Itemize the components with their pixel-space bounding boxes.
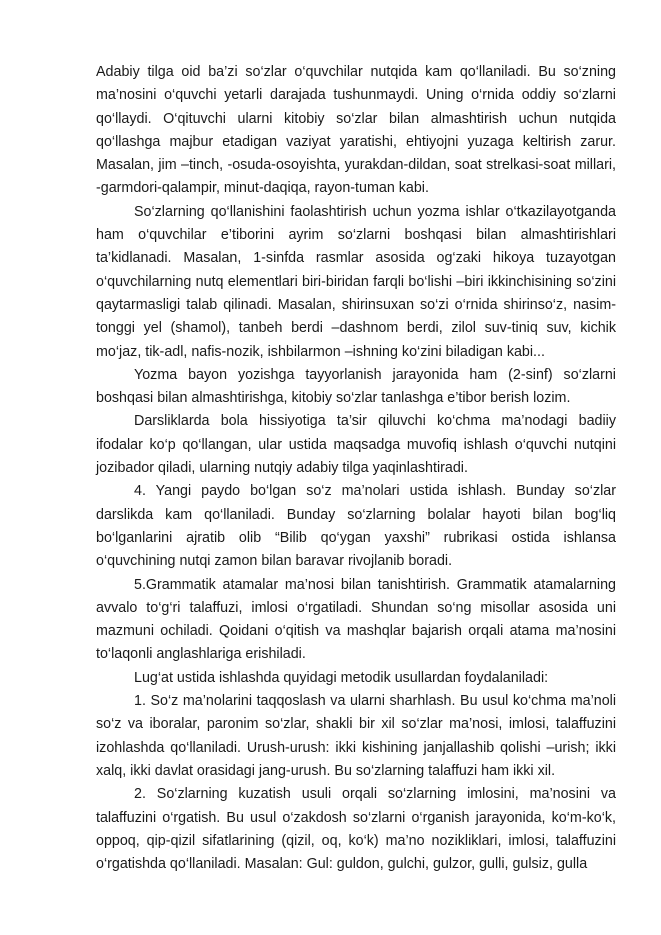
paragraph-written-retelling: Yozma bayon yozishga tayyorlanish jarayonida ham (2-sinf) so‘zlarni boshqasi bilan almashtirishga, kitobiy so‘zlar tanlashga e’tibor berish lozim. — [96, 366, 616, 407]
document-page — [96, 61, 616, 876]
paragraph-method-2: 2. So‘zlarning kuzatish usuli orqali so‘zlarning imlosini, ma’nosini va talaffuzini o‘rgatish. Bu usul o‘zakdosh so‘zlarni o‘rganish jarayonida, ko‘m-ko‘k, oppoq, qip-qizil sifatlarining (qizil, oq, ko‘k) ma’no nozikliklari, imlosi, talaffuzini o‘rgatishda qo‘llaniladi. Masalan: Gul: guldon, gulchi, gulzor, gulli, gulsiz, gulla — [96, 786, 616, 873]
paragraph-methods-intro: Lug‘at ustida ishlashda quyidagi metodik usullardan foydalaniladi: — [134, 669, 549, 686]
paragraph-item-4: 4. Yangi paydo bo‘lgan so‘z ma’nolari ustida ishlash. Bunday so‘zlar darslikda kam qo‘llaniladi. Bunday so‘zlarning bolalar hayoti bilan bog‘liq bo‘lganlarini ajratib olib “Bilib qo‘ygan yaxshi” rubrikasi ostida ishlansa o‘quvchining nutqi zamon bilan baravar rivojlanib boradi. — [96, 483, 616, 570]
paragraph-item-5: 5.Grammatik atamalar ma’nosi bilan tanishtirish. Grammatik atamalarning avvalo to‘g‘ri talaffuzi, imlosi o‘rgatiladi. Shundan so‘ng misollar asosida uni mazmuni ochiladi. Qoidani o‘qitish va mashqlar bajarish orqali atama ma’nosini to‘laqonli anglashlariga erishiladi. — [96, 576, 616, 663]
paragraph-activation: So‘zlarning qo‘llanishini faolashtirish uchun yozma ishlar o‘tkazilayotganda ham o‘quvchilar e’tiborini ayrim so‘zlarni boshqasi bilan almashtirishlari ta’kidlanadi. Masalan, 1-sinfda rasmlar asosida og‘zaki hikoya tuzayotgan o‘quvchilarning nutq elementlari biri-biridan farqli bo‘lishi –biri ikkinchisining so‘zini qaytarmasligi talab qilinadi. Masalan, shirinsuxan so‘zi o‘rnida shirinso‘z, nasim-tonggi yel (shamol), tanbeh berdi –dashnom berdi, zilol suv-tiniq suv, kichik mo‘jaz, tik-adl, nafis-nozik, ishbilarmon –ishning ko‘zini biladigan kabi... — [96, 203, 616, 360]
paragraph-intro: Adabiy tilga oid ba’zi so‘zlar o‘quvchilar nutqida kam qo‘llaniladi. Bu so‘zning ma’nosini o‘quvchi yetarli darajada tushunmaydi. Uning o‘rnida oddiy so‘zlarni qo‘llaydi. O‘qituvchi ularni kitobiy so‘zlar bilan almashtirish uchun nutqida qo‘llashga majbur etadigan vaziyat yaratishi, ehtiyojni yuzaga keltirish zarur. Masalan, jim –tinch, -osuda-osoyishta, yurakdan-dildan, soat strelkasi-soat millari, -garmdori-qalampir, minut-daqiqa, rayon-tuman kabi. — [96, 64, 616, 197]
paragraph-textbooks: Darsliklarda bola hissiyotiga ta’sir qiluvchi ko‘chma ma’nodagi badiiy ifodalar ko‘p qo‘llangan, ular ustida maqsadga muvofiq ishlash o‘quvchi nutqini jozibador qiladi, ularning nutqiy adabiy tilga yaqinlashtiradi. — [96, 413, 616, 477]
paragraph-method-1: 1. So‘z ma’nolarini taqqoslash va ularni sharhlash. Bu usul ko‘chma ma’noli so‘z va iboralar, paronim so‘zlar, shakli bir xil so‘zlar ma’nosi, imlosi, talaffuzini izohlashda qo‘llaniladi. Urush-urush: ikki kishining janjallashib qolishi –urish; ikki xalq, ikki davlat orasidagi jang-urush. Bu so‘zlarning talaffuzi ham ikki xil. — [96, 693, 616, 779]
